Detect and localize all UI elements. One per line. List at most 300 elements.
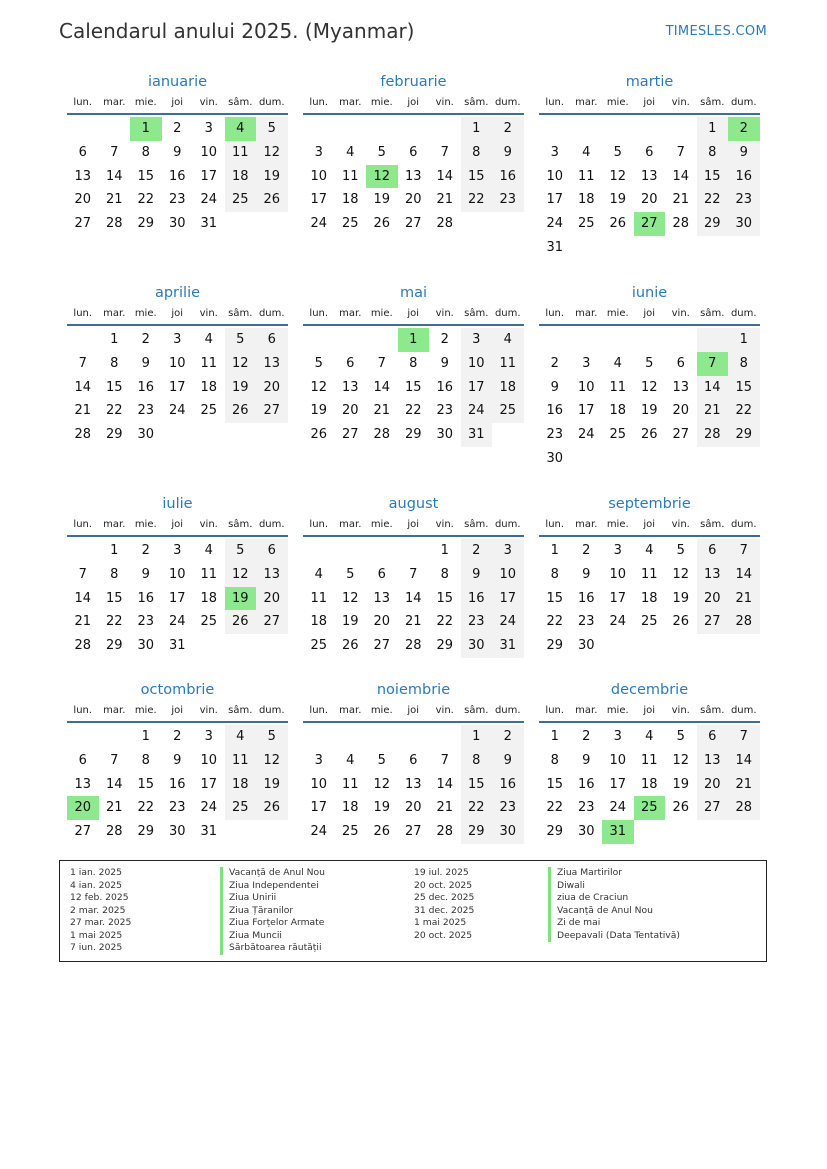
day-cell: 25: [225, 188, 257, 212]
day-cell: 15: [546, 776, 564, 792]
day-grid: [67, 725, 288, 844]
holiday-legend: [59, 860, 767, 962]
day-cell: 19: [609, 192, 627, 208]
day-cell: 15: [461, 773, 493, 797]
month-name: aprilie: [154, 285, 201, 301]
empty-cell: [665, 447, 697, 471]
header-divider: [67, 535, 288, 537]
day-cell: 14: [436, 776, 454, 792]
day-cell: 28: [672, 216, 690, 232]
day-cell: 2: [582, 729, 591, 744]
legend-holiday-name: Ziua Muncii: [220, 930, 325, 943]
legend-date: 27 mar. 2025: [70, 917, 132, 928]
legend-date: 1 mai 2025: [70, 929, 123, 941]
month-iunie: [539, 283, 760, 471]
day-cell: 24: [168, 403, 186, 419]
day-cell: 7: [440, 144, 449, 160]
day-cell: 16: [546, 403, 564, 419]
empty-cell: [539, 328, 571, 352]
empty-cell: [67, 117, 99, 141]
day-cell: 12: [310, 379, 328, 395]
header-divider: [67, 721, 288, 723]
empty-cell: [602, 328, 634, 352]
empty-cell: [602, 236, 634, 260]
day-cell: 6: [697, 539, 729, 563]
month-name: iunie: [631, 285, 668, 301]
day-cell: 18: [225, 165, 257, 189]
weekday-label: vin.: [435, 705, 454, 716]
weekday-label: vin.: [671, 705, 690, 716]
empty-cell: [67, 539, 99, 563]
month-decembrie: [539, 680, 760, 844]
day-cell: 3: [613, 729, 622, 744]
header-divider: [539, 113, 760, 115]
empty-cell: [303, 328, 335, 352]
day-cell: 16: [492, 165, 524, 189]
day-cell: 31: [546, 239, 564, 255]
day-cell: 24: [577, 427, 595, 443]
weekday-label: mar.: [103, 308, 126, 319]
day-cell: 12: [373, 776, 391, 792]
day-cell: 20: [404, 192, 422, 208]
day-cell: 13: [404, 776, 422, 792]
day-cell: 13: [404, 168, 422, 184]
day-cell: 20: [697, 773, 729, 797]
weekday-label: joi: [407, 97, 420, 108]
day-cell: 16: [168, 776, 186, 792]
month-name: august: [388, 496, 439, 512]
day-cell: 27: [256, 399, 288, 423]
weekday-label: vin.: [199, 97, 218, 108]
day-cell: 14: [728, 749, 760, 773]
legend-date: 2 mar. 2025: [70, 904, 126, 916]
day-cell: 3: [173, 543, 182, 558]
weekday-label: mie.: [370, 308, 393, 319]
day-cell: 9: [440, 355, 449, 371]
weekday-label: mar.: [103, 519, 126, 530]
day-cell: 3: [550, 144, 559, 160]
day-cell: 24: [461, 399, 493, 423]
day-cell: 23: [137, 403, 155, 419]
day-cell: 11: [640, 566, 658, 582]
day-cell: 17: [577, 403, 595, 419]
weekday-label: dum.: [258, 519, 285, 530]
day-cell: 7: [409, 566, 418, 582]
month-noiembrie: [303, 680, 524, 844]
day-cell: 28: [74, 427, 92, 443]
day-cell: 17: [546, 192, 564, 208]
day-cell: 8: [409, 355, 418, 371]
empty-cell: [366, 328, 398, 352]
day-cell: 24: [492, 610, 524, 634]
weekday-label: mie.: [134, 519, 157, 530]
day-cell: 30: [168, 824, 186, 840]
weekday-label: vin.: [671, 308, 690, 319]
day-cell: 29: [105, 638, 123, 654]
day-cell: 6: [676, 355, 685, 371]
day-cell: 29: [697, 212, 729, 236]
day-cell: 7: [78, 355, 87, 371]
weekday-label: mar.: [103, 97, 126, 108]
empty-cell: [634, 447, 666, 471]
day-cell: 27: [697, 610, 729, 634]
day-cell: 19: [225, 376, 257, 400]
day-cell: 1: [728, 328, 760, 352]
day-cell: 5: [613, 144, 622, 160]
day-cell: 1: [110, 332, 119, 347]
day-cell: 25: [200, 403, 218, 419]
weekday-header: [303, 703, 524, 721]
day-cell: 21: [404, 614, 422, 630]
day-cell: 27: [672, 427, 690, 443]
day-cell: 20: [672, 403, 690, 419]
empty-cell: [728, 236, 760, 260]
weekday-label: mie.: [606, 705, 629, 716]
weekday-label: sâm.: [228, 308, 253, 319]
day-cell: 21: [373, 403, 391, 419]
empty-cell: [303, 117, 335, 141]
day-cell: 18: [341, 800, 359, 816]
empty-cell: [99, 725, 131, 749]
day-cell: 25: [200, 614, 218, 630]
day-cell: 18: [640, 776, 658, 792]
day-cell: 16: [577, 590, 595, 606]
day-cell: 6: [645, 144, 654, 160]
day-cell: 3: [204, 729, 213, 744]
day-cell: 26: [672, 614, 690, 630]
legend-dates-left: [70, 867, 131, 955]
weekday-label: mie.: [370, 97, 393, 108]
empty-cell: [728, 820, 760, 844]
day-cell: 9: [141, 566, 150, 582]
day-cell: 31: [492, 634, 524, 658]
weekday-label: lun.: [73, 97, 93, 108]
holiday-day: 27: [634, 212, 666, 236]
empty-cell: [303, 539, 335, 563]
day-cell: 19: [256, 165, 288, 189]
month-martie: [539, 72, 760, 260]
day-cell: 22: [436, 614, 454, 630]
weekday-label: sâm.: [464, 97, 489, 108]
day-cell: 8: [110, 566, 119, 582]
day-cell: 22: [105, 614, 123, 630]
day-cell: 3: [613, 543, 622, 558]
weekday-label: sâm.: [464, 308, 489, 319]
day-cell: 4: [582, 144, 591, 160]
day-cell: 11: [200, 355, 218, 371]
day-cell: 3: [204, 121, 213, 136]
day-cell: 8: [440, 566, 449, 582]
legend-date: 20 oct. 2025: [414, 929, 473, 941]
empty-cell: [492, 423, 524, 447]
day-cell: 21: [74, 614, 92, 630]
day-cell: 14: [404, 590, 422, 606]
day-cell: 13: [74, 776, 92, 792]
holiday-day: 7: [697, 352, 729, 376]
day-cell: 27: [74, 824, 92, 840]
day-grid: [303, 725, 524, 844]
day-grid: [539, 117, 760, 260]
day-cell: 14: [74, 590, 92, 606]
empty-cell: [728, 447, 760, 471]
empty-cell: [225, 212, 257, 236]
empty-cell: [398, 117, 430, 141]
empty-cell: [335, 725, 367, 749]
empty-cell: [256, 820, 288, 844]
day-cell: 3: [492, 539, 524, 563]
weekday-label: mar.: [575, 705, 598, 716]
day-cell: 20: [256, 587, 288, 611]
holiday-day: 25: [634, 796, 666, 820]
weekday-label: vin.: [435, 519, 454, 530]
empty-cell: [697, 820, 729, 844]
day-cell: 26: [225, 610, 257, 634]
weekday-label: vin.: [435, 308, 454, 319]
weekday-label: joi: [643, 97, 656, 108]
empty-cell: [697, 447, 729, 471]
weekday-label: sâm.: [464, 705, 489, 716]
day-cell: 18: [640, 590, 658, 606]
day-cell: 17: [200, 776, 218, 792]
month-iulie: [67, 494, 288, 658]
day-cell: 7: [78, 566, 87, 582]
weekday-label: lun.: [545, 308, 565, 319]
day-cell: 5: [377, 144, 386, 160]
legend-names-left: [220, 867, 325, 955]
day-cell: 5: [346, 566, 355, 582]
weekday-label: joi: [171, 308, 184, 319]
day-cell: 13: [640, 168, 658, 184]
weekday-label: joi: [407, 308, 420, 319]
day-grid: [539, 725, 760, 844]
weekday-label: joi: [407, 519, 420, 530]
weekday-label: mie.: [134, 308, 157, 319]
day-cell: 11: [200, 566, 218, 582]
day-cell: 14: [105, 168, 123, 184]
day-cell: 5: [645, 355, 654, 371]
day-cell: 4: [314, 566, 323, 582]
day-cell: 14: [436, 168, 454, 184]
legend-date: 1 mai 2025: [414, 917, 467, 928]
day-cell: 5: [676, 543, 685, 558]
day-cell: 5: [225, 328, 257, 352]
holiday-day: 4: [225, 117, 257, 141]
day-cell: 29: [404, 427, 422, 443]
day-cell: 18: [492, 376, 524, 400]
day-cell: 30: [577, 824, 595, 840]
month-name: decembrie: [610, 682, 689, 698]
day-cell: 17: [310, 800, 328, 816]
empty-cell: [366, 725, 398, 749]
day-cell: 23: [168, 800, 186, 816]
weekday-label: lun.: [73, 519, 93, 530]
empty-cell: [193, 634, 225, 658]
empty-cell: [256, 423, 288, 447]
empty-cell: [225, 423, 257, 447]
day-cell: 25: [577, 216, 595, 232]
empty-cell: [602, 634, 634, 658]
day-cell: 11: [492, 352, 524, 376]
day-cell: 28: [404, 638, 422, 654]
legend-holiday-name: Ziua Unirii: [220, 892, 325, 905]
brand-link[interactable]: TIMESLES.COM: [665, 24, 767, 39]
day-cell: 29: [436, 638, 454, 654]
empty-cell: [398, 539, 430, 563]
day-cell: 5: [377, 752, 386, 768]
empty-cell: [728, 634, 760, 658]
day-cell: 27: [256, 610, 288, 634]
header-divider: [303, 324, 524, 326]
day-cell: 23: [461, 610, 493, 634]
weekday-label: vin.: [671, 519, 690, 530]
empty-cell: [335, 117, 367, 141]
day-cell: 20: [256, 376, 288, 400]
weekday-header: [539, 703, 760, 721]
legend-date: 7 iun. 2025: [70, 942, 123, 953]
day-cell: 4: [346, 144, 355, 160]
holiday-day: 2: [728, 117, 760, 141]
day-cell: 25: [609, 427, 627, 443]
day-cell: 8: [141, 752, 150, 768]
weekday-label: mie.: [370, 519, 393, 530]
day-cell: 11: [640, 752, 658, 768]
day-cell: 6: [256, 328, 288, 352]
day-cell: 5: [256, 725, 288, 749]
day-cell: 6: [377, 566, 386, 582]
day-cell: 1: [141, 729, 150, 744]
day-cell: 14: [697, 376, 729, 400]
weekday-label: dum.: [258, 97, 285, 108]
day-cell: 12: [672, 752, 690, 768]
day-cell: 29: [137, 824, 155, 840]
weekday-label: mar.: [575, 308, 598, 319]
day-cell: 31: [168, 638, 186, 654]
day-cell: 14: [728, 563, 760, 587]
day-cell: 7: [110, 752, 119, 768]
day-cell: 28: [436, 216, 454, 232]
day-cell: 4: [204, 543, 213, 558]
day-cell: 29: [546, 638, 564, 654]
day-cell: 26: [341, 638, 359, 654]
day-cell: 23: [492, 796, 524, 820]
day-cell: 16: [577, 776, 595, 792]
day-cell: 16: [436, 379, 454, 395]
day-cell: 22: [137, 192, 155, 208]
weekday-label: sâm.: [228, 97, 253, 108]
weekday-header: [67, 703, 288, 721]
day-cell: 10: [577, 379, 595, 395]
empty-cell: [634, 820, 666, 844]
empty-cell: [665, 328, 697, 352]
day-cell: 1: [550, 543, 559, 558]
day-cell: 14: [105, 776, 123, 792]
day-cell: 17: [492, 587, 524, 611]
day-cell: 10: [310, 168, 328, 184]
month-name: iulie: [162, 496, 193, 512]
day-cell: 2: [141, 332, 150, 347]
day-cell: 30: [546, 450, 564, 466]
weekday-label: sâm.: [700, 308, 725, 319]
day-cell: 25: [341, 824, 359, 840]
day-cell: 6: [78, 752, 87, 768]
day-grid: [67, 539, 288, 658]
legend-holiday-name: ziua de Craciun: [548, 892, 680, 905]
day-cell: 30: [137, 638, 155, 654]
legend-holiday-name: Ziua Țăranilor: [220, 905, 325, 918]
day-cell: 11: [577, 168, 595, 184]
header-divider: [303, 721, 524, 723]
day-cell: 11: [225, 749, 257, 773]
day-cell: 22: [728, 399, 760, 423]
day-grid: [303, 117, 524, 236]
day-cell: 17: [310, 192, 328, 208]
day-cell: 26: [672, 800, 690, 816]
day-cell: 13: [74, 168, 92, 184]
empty-cell: [665, 117, 697, 141]
empty-cell: [665, 634, 697, 658]
day-cell: 21: [728, 773, 760, 797]
day-cell: 23: [168, 192, 186, 208]
day-cell: 17: [461, 376, 493, 400]
weekday-label: sâm.: [700, 519, 725, 530]
day-cell: 30: [492, 820, 524, 844]
day-cell: 15: [105, 590, 123, 606]
weekday-label: dum.: [258, 308, 285, 319]
weekday-label: dum.: [494, 519, 521, 530]
day-cell: 3: [173, 332, 182, 347]
weekday-label: mar.: [575, 519, 598, 530]
day-grid: [67, 328, 288, 447]
day-cell: 19: [310, 403, 328, 419]
day-cell: 10: [609, 752, 627, 768]
empty-cell: [366, 539, 398, 563]
day-cell: 17: [168, 379, 186, 395]
header-divider: [67, 324, 288, 326]
empty-cell: [665, 236, 697, 260]
day-cell: 10: [609, 566, 627, 582]
day-cell: 30: [728, 212, 760, 236]
day-cell: 6: [697, 725, 729, 749]
month-aprilie: [67, 283, 288, 447]
day-cell: 8: [141, 144, 150, 160]
weekday-header: [539, 95, 760, 113]
day-cell: 30: [577, 638, 595, 654]
month-name: noiembrie: [376, 682, 451, 698]
day-cell: 9: [582, 752, 591, 768]
day-cell: 26: [373, 216, 391, 232]
weekday-label: sâm.: [464, 519, 489, 530]
day-cell: 29: [728, 423, 760, 447]
day-cell: 28: [728, 610, 760, 634]
day-cell: 13: [672, 379, 690, 395]
day-cell: 7: [676, 144, 685, 160]
day-cell: 18: [609, 403, 627, 419]
day-cell: 9: [492, 749, 524, 773]
day-cell: 2: [440, 332, 449, 347]
weekday-label: dum.: [494, 705, 521, 716]
weekday-label: joi: [171, 705, 184, 716]
day-cell: 9: [550, 379, 559, 395]
day-cell: 19: [341, 614, 359, 630]
weekday-label: mie.: [370, 705, 393, 716]
weekday-label: lun.: [309, 519, 329, 530]
day-cell: 3: [582, 355, 591, 371]
month-name: mai: [399, 285, 428, 301]
day-cell: 11: [341, 168, 359, 184]
day-cell: 28: [105, 216, 123, 232]
day-cell: 21: [672, 192, 690, 208]
day-cell: 28: [728, 796, 760, 820]
